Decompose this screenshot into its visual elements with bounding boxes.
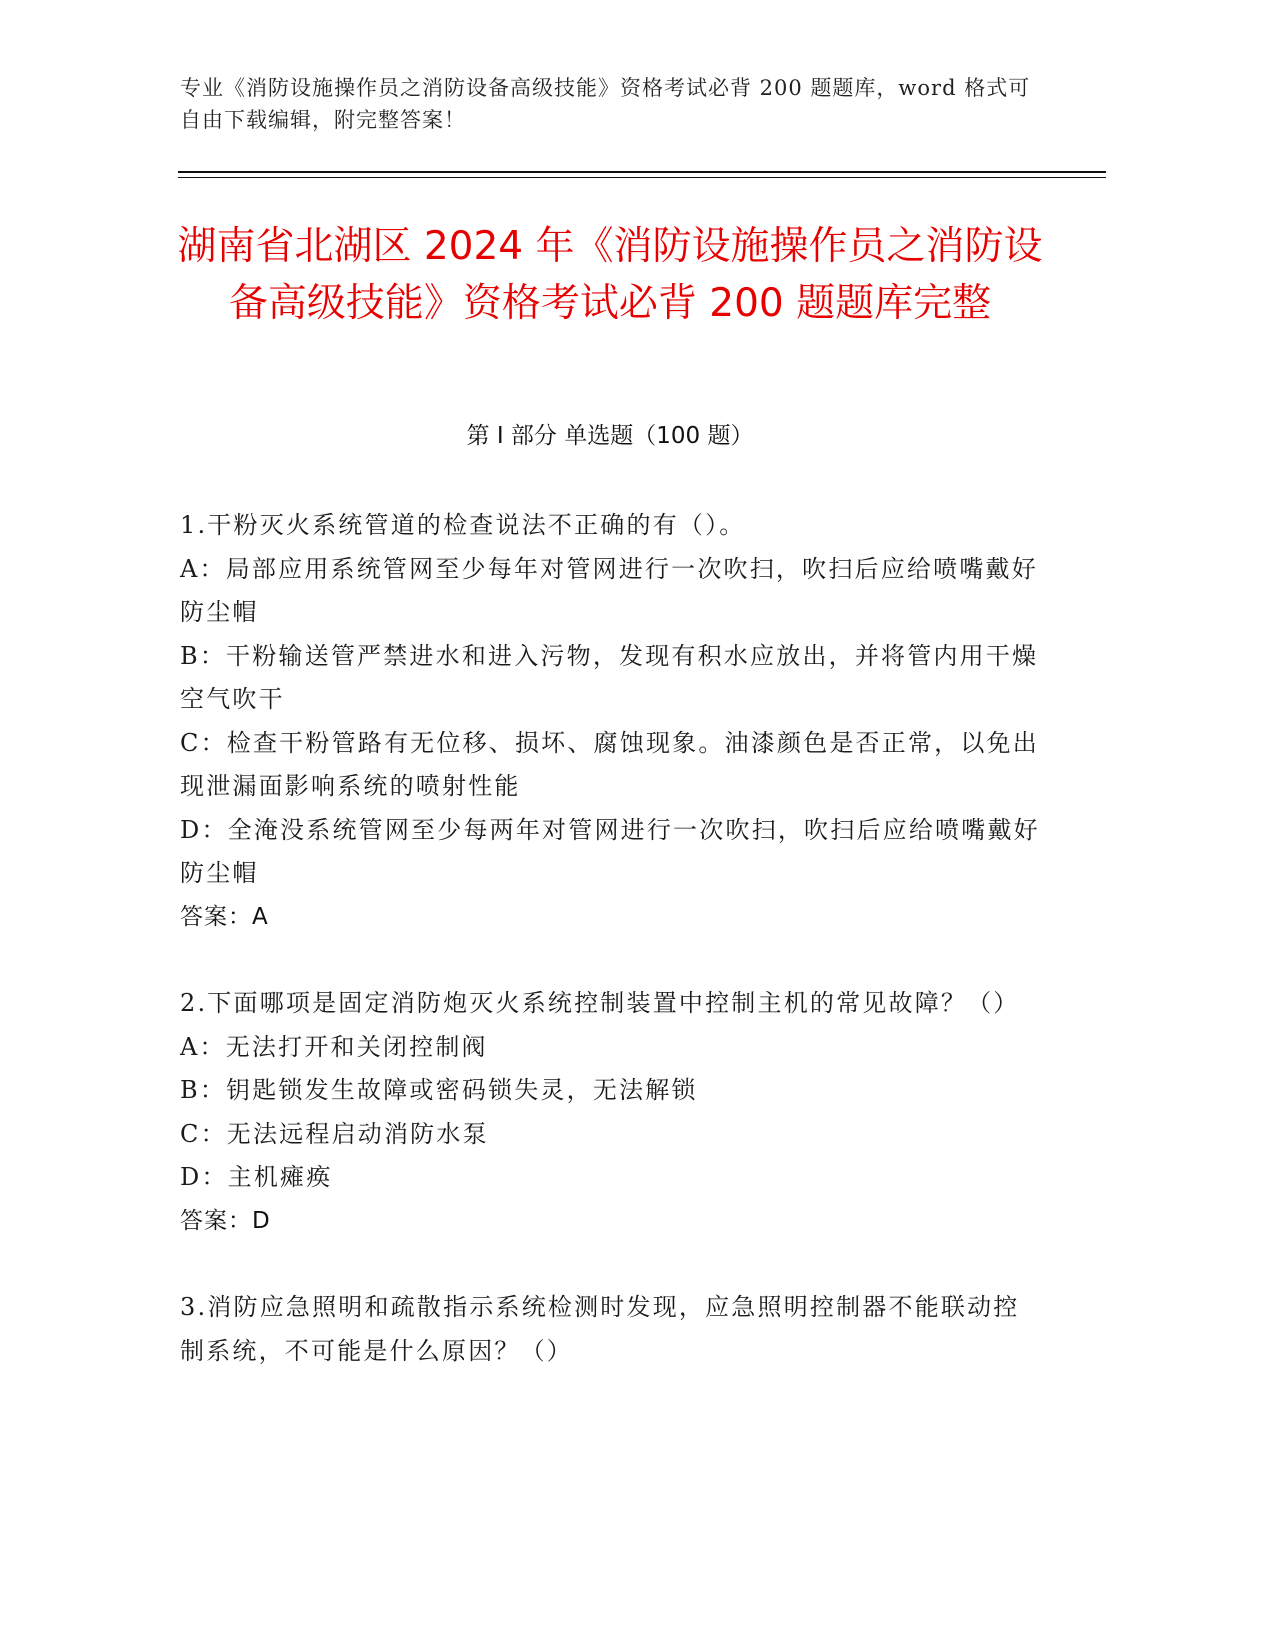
document-title: 湖南省北湖区 2024 年《消防设施操作员之消防设备高级技能》资格考试必背 200 题题库完整 [177,224,1043,326]
question-1 [180,504,1040,939]
question-3 [180,1286,1040,1373]
option-c: C：检查干粉管路有无位移、损坏、腐蚀现象。油漆颜色是否正常，以免出现泄漏面影响系统的喷射性能 [180,728,1039,800]
question-2 [180,982,1040,1243]
header-rule-thin [178,177,1106,178]
option-b: B：干粉输送管严禁进水和进入污物，发现有积水应放出，并将管内用干燥空气吹干 [180,641,1039,713]
option-d: D：全淹没系统管网至少每两年对管网进行一次吹扫，吹扫后应给喷嘴戴好防尘帽 [180,815,1040,887]
option-a: A：局部应用系统管网至少每年对管网进行一次吹扫，吹扫后应给喷嘴戴好防尘帽 [180,554,1038,626]
answer-line: 答案：D [180,1207,271,1234]
question-stem: 1.干粉灭火系统管道的检查说法不正确的有（）。 [180,511,746,539]
option-d: D：主机瘫痪 [180,1163,333,1191]
option-a: A：无法打开和关闭控制阀 [180,1032,488,1061]
question-list [180,504,1040,1416]
question-stem: 3.消防应急照明和疏散指示系统检测时发现，应急照明控制器不能联动控制系统，不可能是什么原因？（） [180,1293,1020,1365]
header-rule-thick [178,171,1106,173]
question-stem: 2.下面哪项是固定消防炮灭火系统控制装置中控制主机的常见故障？（） [180,989,1020,1017]
section-heading: 第 I 部分 单选题（100 题） [466,423,754,449]
header-note: 专业《消防设施操作员之消防设备高级技能》资格考试必背 200 题题库，word 格式可自由下载编辑，附完整答案！ [180,76,1031,132]
answer-line: 答案：A [180,903,269,930]
option-c: C：无法远程启动消防水泵 [180,1119,489,1148]
option-b: B：钥匙锁发生故障或密码锁失灵，无法解锁 [180,1076,698,1104]
